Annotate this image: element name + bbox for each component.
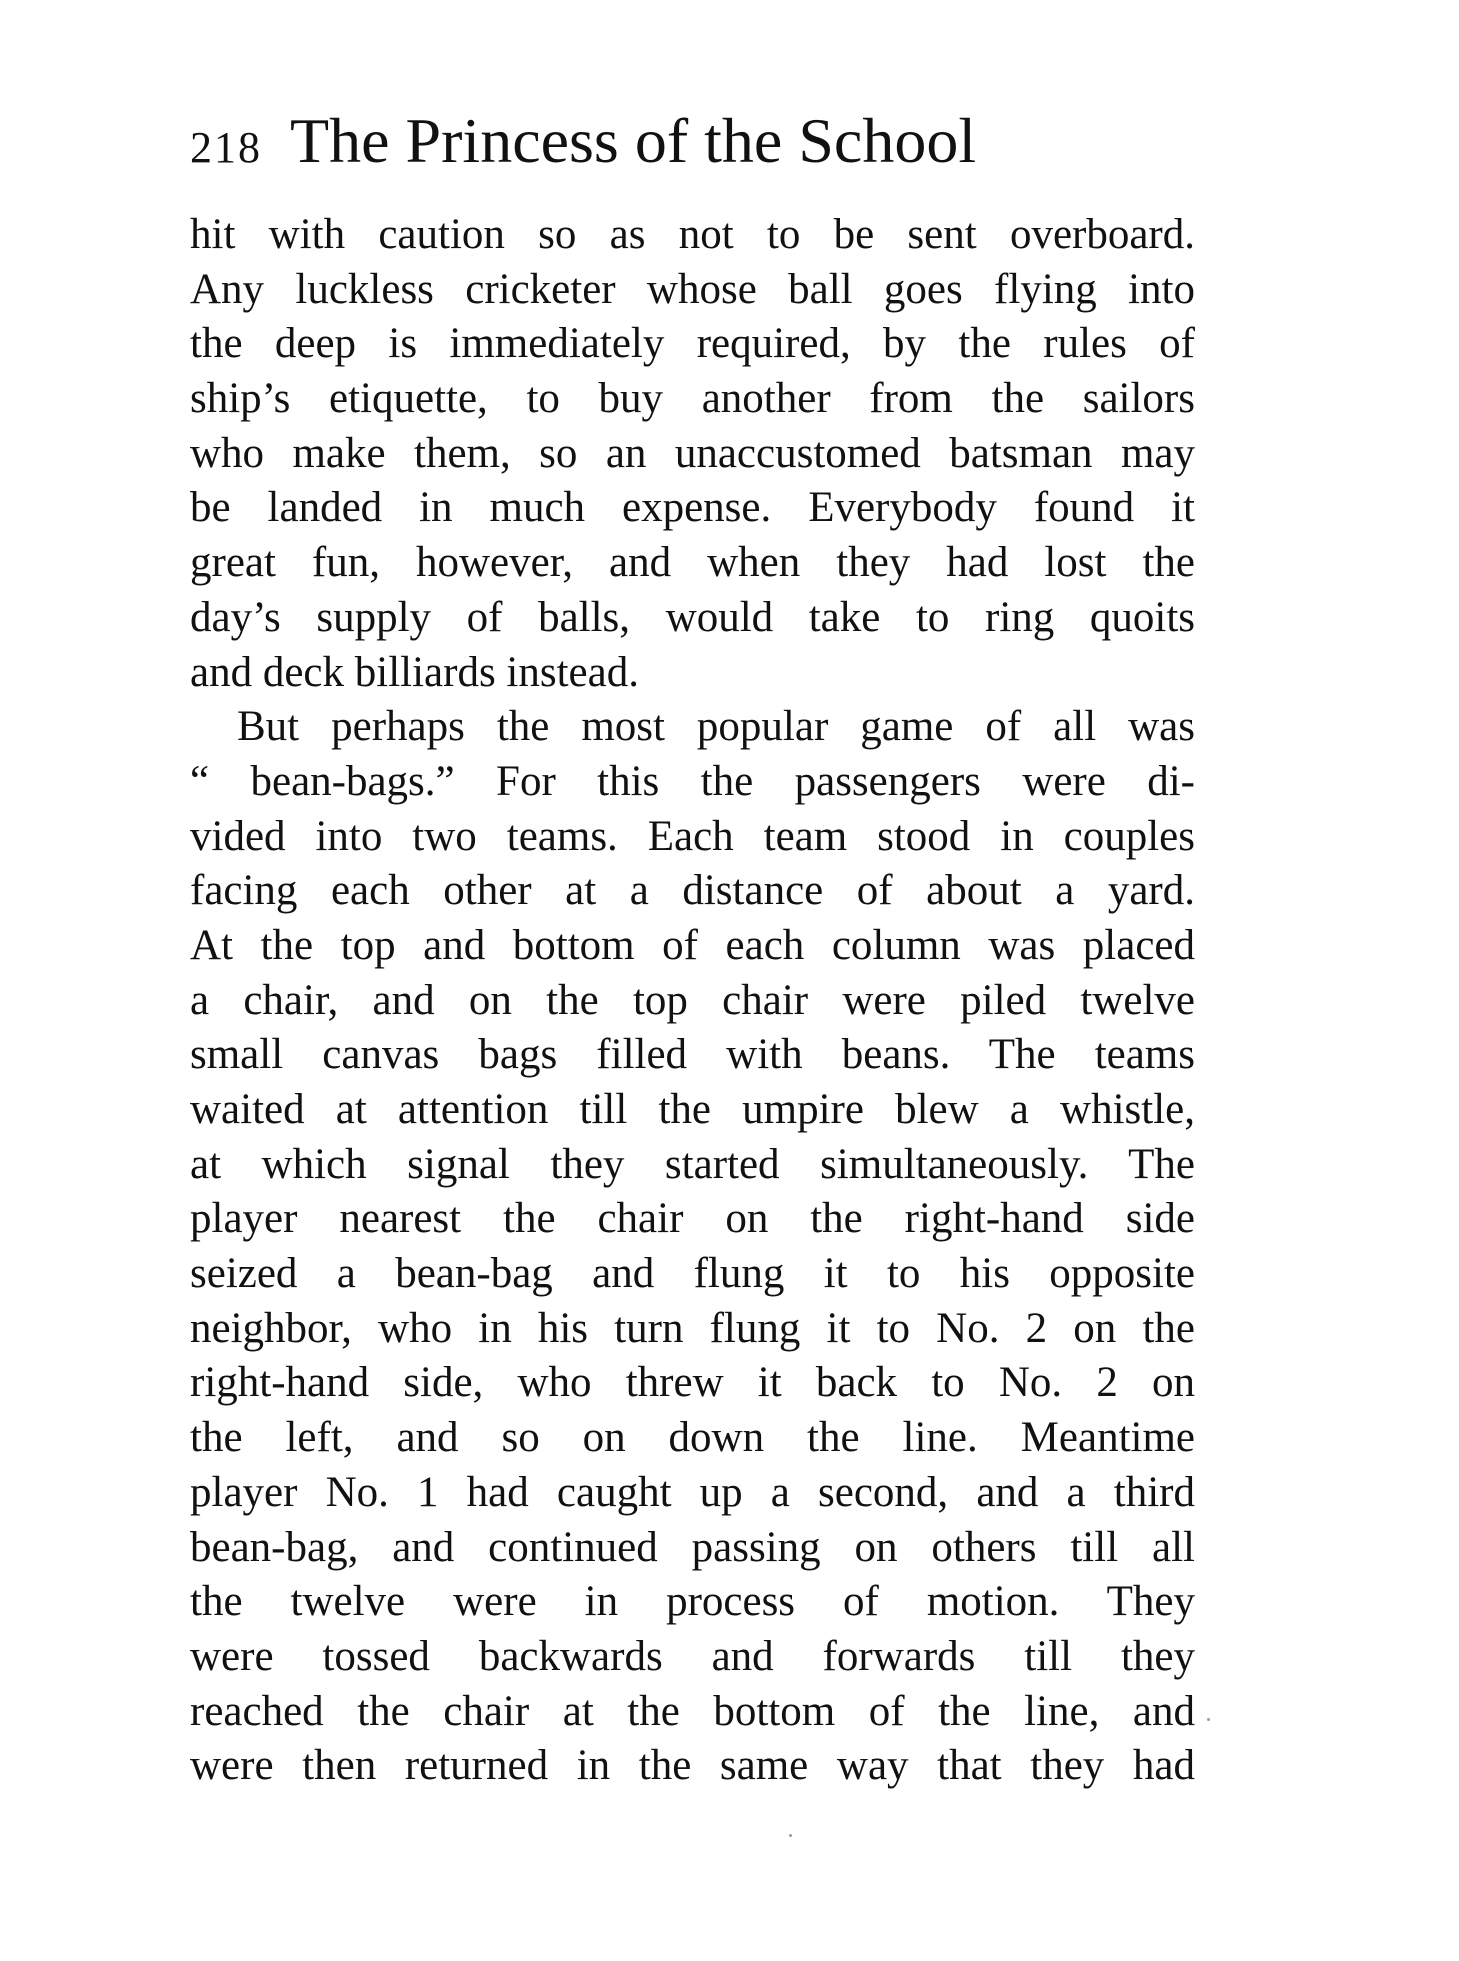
text-line: neighbor, who in his turn flung it to No. 2 on the <box>190 1304 1195 1352</box>
body-text <box>190 208 1195 1794</box>
text-line: be landed in much expense. Everybody found it <box>190 484 1195 532</box>
running-head <box>190 104 1190 194</box>
text-line: and deck billiards instead. <box>190 648 639 696</box>
ink-speck <box>789 1834 792 1837</box>
text-line: player No. 1 had caught up a second, and a third <box>190 1468 1195 1516</box>
text-line: seized a bean-bag and flung it to his opposite <box>190 1250 1195 1298</box>
text-line: were tossed backwards and forwards till they <box>190 1632 1195 1680</box>
text-line: vided into two teams. Each team stood in couples <box>190 812 1195 860</box>
text-line: right-hand side, who threw it back to No. 2 on <box>190 1359 1195 1407</box>
ink-speck <box>1207 1718 1210 1721</box>
text-line: But perhaps the most popular game of all was <box>237 703 1195 751</box>
text-line: great fun, however, and when they had lost the <box>190 539 1195 587</box>
text-line: hit with caution so as not to be sent overboard. <box>190 211 1195 258</box>
text-line: the twelve were in process of motion. They <box>190 1578 1195 1626</box>
page-number: 218 <box>190 123 262 172</box>
text-line: bean-bag, and continued passing on others till all <box>190 1523 1195 1571</box>
text-line: the deep is immediately required, by the rules of <box>190 320 1195 368</box>
text-line: reached the chair at the bottom of the line, and <box>190 1687 1195 1735</box>
paragraph <box>190 700 1195 1794</box>
text-line: were then returned in the same way that they had <box>190 1742 1195 1790</box>
text-line: day’s supply of balls, would take to ring quoits <box>190 593 1195 641</box>
text-line: who make them, so an unaccustomed batsman may <box>190 429 1195 477</box>
text-line: small canvas bags filled with beans. The teams <box>190 1031 1195 1079</box>
text-line: a chair, and on the top chair were piled twelve <box>190 976 1195 1024</box>
text-line: ship’s etiquette, to buy another from the sailors <box>190 375 1195 423</box>
text-line: facing each other at a distance of about a yard. <box>190 867 1195 915</box>
text-line: “ bean-bags.” For this the passengers were di- <box>190 757 1195 805</box>
paragraph <box>190 208 1195 700</box>
book-title: The Princess of the School <box>290 105 977 176</box>
text-line: at which signal they started simultaneously. The <box>190 1140 1195 1188</box>
text-line: At the top and bottom of each column was placed <box>190 921 1195 969</box>
text-line: the left, and so on down the line. Meantime <box>190 1414 1195 1462</box>
text-line: Any luckless cricketer whose ball goes flying into <box>190 265 1195 313</box>
text-line: waited at attention till the umpire blew a whistle, <box>190 1086 1195 1133</box>
text-line: player nearest the chair on the right-hand side <box>190 1195 1195 1243</box>
